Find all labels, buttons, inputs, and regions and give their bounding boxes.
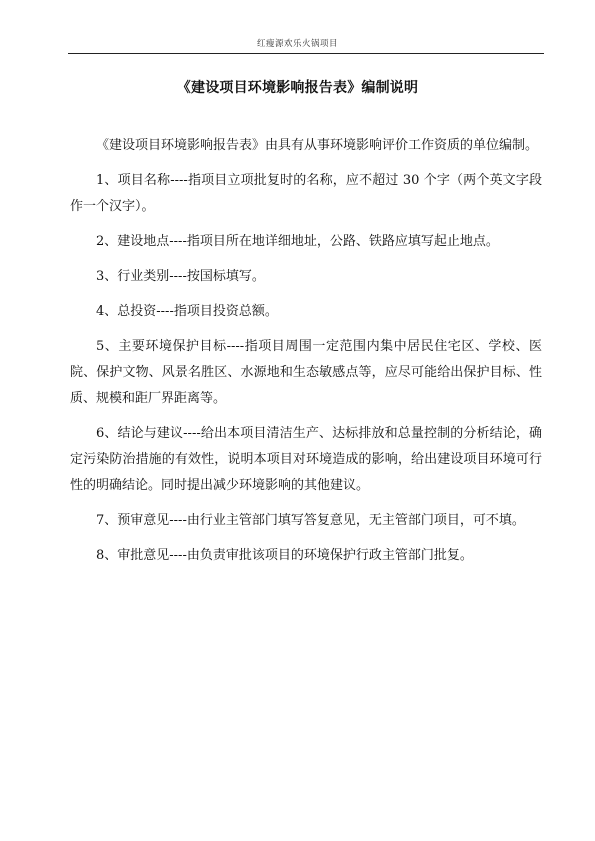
paragraph-intro: 《建设项目环境影响报告表》由具有从事环境影响评价工作资质的单位编制。	[96, 138, 539, 153]
page-header: 红瘦源欢乐火锅项目	[256, 39, 338, 49]
paragraph-item-6: 6、结论与建议----给出本项目清洁生产、达标排放和总量控制的分析结论，确定污染防治措施的有效性，说明本项目对环境造成的影响，给出建设项目环境可行性的明确结论。同时提出减少环境影响的其他建议。	[70, 426, 542, 493]
paragraph-item-3: 3、行业类别----按国标填写。	[96, 269, 265, 284]
paragraph-item-7: 7、预审意见----由行业主管部门填写答复意见，无主管部门项目，可不填。	[96, 513, 525, 528]
paragraph-item-1: 1、项目名称----指项目立项批复时的名称，应不超过 30 个字（两个英文字段作一个汉字）。	[70, 173, 542, 214]
paragraph-item-5: 5、主要环境保护目标----指项目周围一定范围内集中居民住宅区、学校、医院、保护文物、风景名胜区、水源地和生态敏感点等，应尽可能给出保护目标、性质、规模和距厂界距离等。	[70, 339, 542, 406]
document-body	[70, 133, 542, 578]
paragraph-item-4: 4、总投资----指项目投资总额。	[96, 304, 278, 319]
paragraph-item-2: 2、建设地点----指项目所在地详细地址，公路、铁路应填写起止地点。	[96, 234, 499, 249]
header-divider	[68, 53, 544, 54]
paragraph-item-8: 8、审批意见----由负责审批该项目的环境保护行政主管部门批复。	[96, 548, 473, 563]
document-title: 《建设项目环境影响报告表》编制说明	[176, 80, 419, 96]
